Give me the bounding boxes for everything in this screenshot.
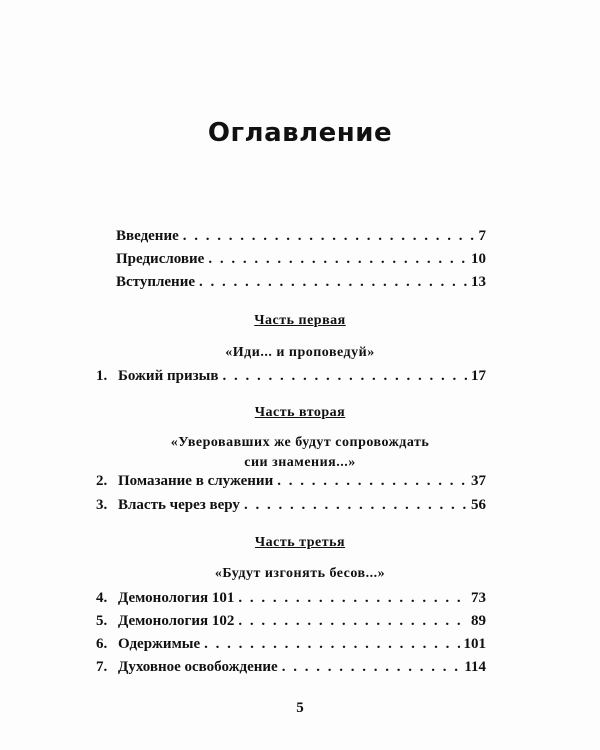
part-subtitle-1: «Иди... и проповедуй» [225,345,375,360]
toc-chapter-2[interactable] [96,473,486,490]
toc-entry-label: Вступление [116,274,195,290]
toc-entry-page: 17 [471,368,486,384]
toc-entry-intro[interactable] [116,228,486,245]
toc-entry-page: 13 [471,274,486,290]
toc-entry-label: Божий призыв [118,368,219,384]
toc-entry-page: 56 [471,497,486,513]
leader-dots [238,613,467,630]
toc-entry-page: 10 [471,251,486,267]
chapter-number: 3. [96,497,108,513]
toc-entry-label: Власть через веру [118,497,240,513]
leader-dots [277,473,467,490]
toc-entry-page: 7 [478,228,486,244]
toc-entry-label: Духовное освобождение [118,659,278,675]
part-heading-2: Часть вторая [254,405,346,420]
toc-entry-preface[interactable] [116,251,486,268]
toc-entry-label: Предисловие [116,251,205,267]
leader-dots [204,636,459,653]
part-subtitle-2-line-2: сии знамения...» [244,455,356,470]
part-heading-3: Часть третья [254,535,346,550]
part-heading-1: Часть первая [254,313,346,328]
part-subtitle-2-line-1: «Уверовавших же будут сопровождать [170,435,430,450]
toc-entry-label: Одержимые [118,636,201,652]
leader-dots [208,251,467,268]
leader-dots [222,368,467,385]
leader-dots [282,659,461,676]
toc-entry-label: Введение [116,228,179,244]
toc-entry-label: Помазание в служении [118,473,274,489]
chapter-number: 7. [96,659,108,675]
toc-chapter-5[interactable] [96,613,486,630]
chapter-number: 2. [96,473,108,489]
chapter-number: 4. [96,590,108,606]
toc-entry-page: 101 [463,636,486,652]
toc-chapter-7[interactable] [96,659,486,676]
toc-entry-page: 37 [471,473,486,489]
chapter-number: 1. [96,368,108,384]
part-subtitle-3: «Будут изгонять бесов...» [214,566,386,581]
toc-chapter-6[interactable] [96,636,486,653]
toc-entry-page: 114 [464,659,486,675]
page-title: Оглавление [207,118,393,148]
toc-entry-label: Демонология 102 [118,613,235,629]
toc-entry-page: 89 [471,613,486,629]
leader-dots [199,274,467,291]
toc-chapter-4[interactable] [96,590,486,607]
leader-dots [183,228,475,245]
toc-entry-foreword[interactable] [116,274,486,291]
toc-entry-label: Демонология 101 [118,590,235,606]
toc-entry-page: 73 [471,590,486,606]
toc-chapter-3[interactable] [96,497,486,514]
toc-chapter-1[interactable] [96,368,486,385]
leader-dots [238,590,467,607]
chapter-number: 5. [96,613,108,629]
page-number: 5 [296,700,304,716]
leader-dots [244,497,467,514]
chapter-number: 6. [96,636,108,652]
